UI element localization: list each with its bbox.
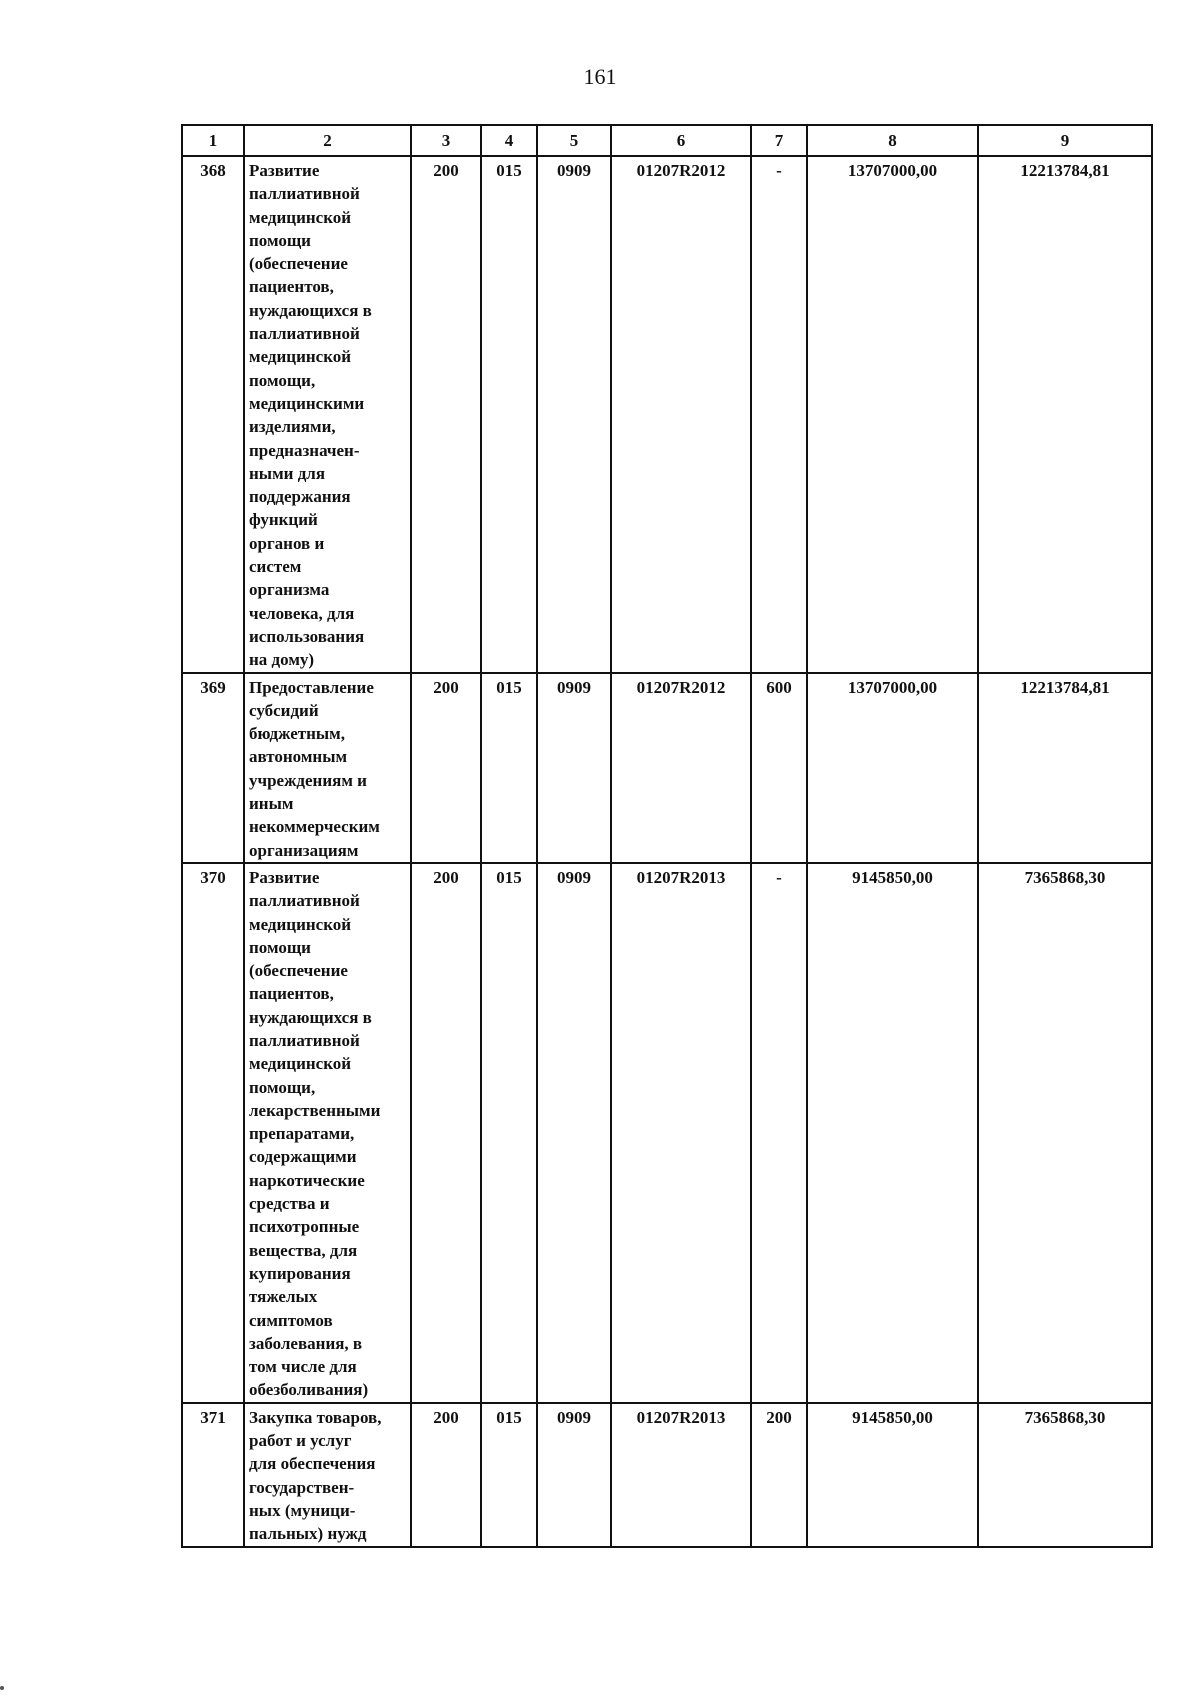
- cell-col8: 9145850,00: [807, 863, 978, 1403]
- description-line: нуждающихся в: [249, 1007, 372, 1027]
- description-line: психотропные: [249, 1217, 360, 1237]
- description-line: паллиативной: [249, 184, 360, 204]
- row-number: 371: [182, 1403, 244, 1547]
- description-line: субсидий: [249, 700, 319, 720]
- cell-col6: 01207R2013: [611, 1403, 751, 1547]
- column-header: 6: [611, 125, 751, 156]
- description-line: Закупка товаров,: [249, 1407, 382, 1427]
- description-line: тяжелых: [249, 1287, 318, 1307]
- column-header: 5: [537, 125, 611, 156]
- scan-speck: [0, 1686, 4, 1690]
- description-line: нуждающихся в: [249, 300, 372, 320]
- cell-col9: 12213784,81: [978, 156, 1152, 673]
- cell-col5: 0909: [537, 1403, 611, 1547]
- description-line: на дому): [249, 650, 315, 670]
- table-row: [182, 1403, 1152, 1547]
- description-line: использования: [249, 626, 365, 646]
- description-line: предназначен-: [249, 440, 360, 460]
- cell-col3: 200: [411, 673, 481, 863]
- cell-col3: 200: [411, 1403, 481, 1547]
- cell-col5: 0909: [537, 156, 611, 673]
- description-line: купирования: [249, 1263, 351, 1283]
- description-line: (обеспечение: [249, 961, 348, 981]
- description-line: автономным: [249, 747, 348, 767]
- description-line: паллиативной: [249, 324, 360, 344]
- table-row: [182, 156, 1152, 673]
- cell-col3: 200: [411, 156, 481, 673]
- cell-col4: 015: [481, 673, 537, 863]
- cell-col6: 01207R2013: [611, 863, 751, 1403]
- description-line: человека, для: [249, 603, 355, 623]
- description-line: систем: [249, 557, 302, 577]
- description-line: помощи,: [249, 1077, 316, 1097]
- description-line: организма: [249, 580, 330, 600]
- description-line: медицинской: [249, 914, 352, 934]
- cell-col6: 01207R2012: [611, 156, 751, 673]
- cell-col9: 12213784,81: [978, 673, 1152, 863]
- cell-col8: 13707000,00: [807, 156, 978, 673]
- cell-col3: 200: [411, 863, 481, 1403]
- row-number: 368: [182, 156, 244, 673]
- description-line: Предоставление: [249, 677, 374, 697]
- description-line: заболевания, в: [249, 1333, 363, 1353]
- table-row: [182, 673, 1152, 863]
- description-line: паллиативной: [249, 891, 360, 911]
- description-line: симптомов: [249, 1310, 333, 1330]
- column-header: 1: [182, 125, 244, 156]
- cell-col7: -: [751, 863, 807, 1403]
- cell-col9: 7365868,30: [978, 863, 1152, 1403]
- description-line: средства и: [249, 1194, 330, 1214]
- row-number: 369: [182, 673, 244, 863]
- description-line: поддержания: [249, 487, 351, 507]
- row-description: [244, 156, 411, 673]
- cell-col4: 015: [481, 1403, 537, 1547]
- table-row: [182, 863, 1152, 1403]
- cell-col7: -: [751, 156, 807, 673]
- description-line: ных (муници-: [249, 1500, 356, 1520]
- description-line: организациям: [249, 840, 359, 860]
- cell-col5: 0909: [537, 673, 611, 863]
- description-line: пациентов,: [249, 277, 334, 297]
- row-description: [244, 1403, 411, 1547]
- row-description: [244, 673, 411, 863]
- description-line: (обеспечение: [249, 254, 348, 274]
- description-line: медицинской: [249, 1054, 352, 1074]
- column-header: 3: [411, 125, 481, 156]
- cell-col6: 01207R2012: [611, 673, 751, 863]
- description-line: препаратами,: [249, 1124, 355, 1144]
- column-header: 8: [807, 125, 978, 156]
- description-line: органов и: [249, 533, 325, 553]
- description-line: медицинской: [249, 347, 352, 367]
- description-line: медицинскими: [249, 393, 365, 413]
- description-line: пациентов,: [249, 984, 334, 1004]
- page-number: 161: [583, 64, 617, 89]
- description-line: обезболивания): [249, 1380, 369, 1400]
- column-header: 7: [751, 125, 807, 156]
- description-line: работ и услуг: [249, 1431, 352, 1451]
- description-line: Развитие: [249, 867, 320, 887]
- cell-col7: 200: [751, 1403, 807, 1547]
- column-header: 9: [978, 125, 1152, 156]
- cell-col8: 9145850,00: [807, 1403, 978, 1547]
- description-line: помощи: [249, 937, 311, 957]
- description-line: ными для: [249, 463, 326, 483]
- description-line: паллиативной: [249, 1030, 360, 1050]
- budget-table: [181, 124, 1153, 1548]
- description-line: государствен-: [249, 1477, 355, 1497]
- description-line: для обеспечения: [249, 1454, 376, 1474]
- description-line: том числе для: [249, 1357, 357, 1377]
- cell-col9: 7365868,30: [978, 1403, 1152, 1547]
- description-line: наркотические: [249, 1170, 365, 1190]
- description-line: пальных) нужд: [249, 1524, 367, 1544]
- column-header: 2: [244, 125, 411, 156]
- cell-col7: 600: [751, 673, 807, 863]
- description-line: некоммерческим: [249, 817, 380, 837]
- description-line: Развитие: [249, 161, 320, 180]
- column-header: 4: [481, 125, 537, 156]
- description-line: бюджетным,: [249, 724, 346, 744]
- description-line: иным: [249, 794, 294, 814]
- description-line: содержащими: [249, 1147, 357, 1167]
- description-line: лекарственными: [249, 1100, 381, 1120]
- description-line: медицинской: [249, 207, 352, 227]
- cell-col4: 015: [481, 863, 537, 1403]
- cell-col4: 015: [481, 156, 537, 673]
- cell-col5: 0909: [537, 863, 611, 1403]
- description-line: помощи: [249, 230, 311, 250]
- description-line: учреждениям и: [249, 770, 367, 790]
- description-line: функций: [249, 510, 318, 530]
- description-line: помощи,: [249, 370, 316, 390]
- row-number: 370: [182, 863, 244, 1403]
- description-line: изделиями,: [249, 417, 336, 437]
- description-line: вещества, для: [249, 1240, 358, 1260]
- header-row: [182, 125, 1152, 156]
- row-description: [244, 863, 411, 1403]
- cell-col8: 13707000,00: [807, 673, 978, 863]
